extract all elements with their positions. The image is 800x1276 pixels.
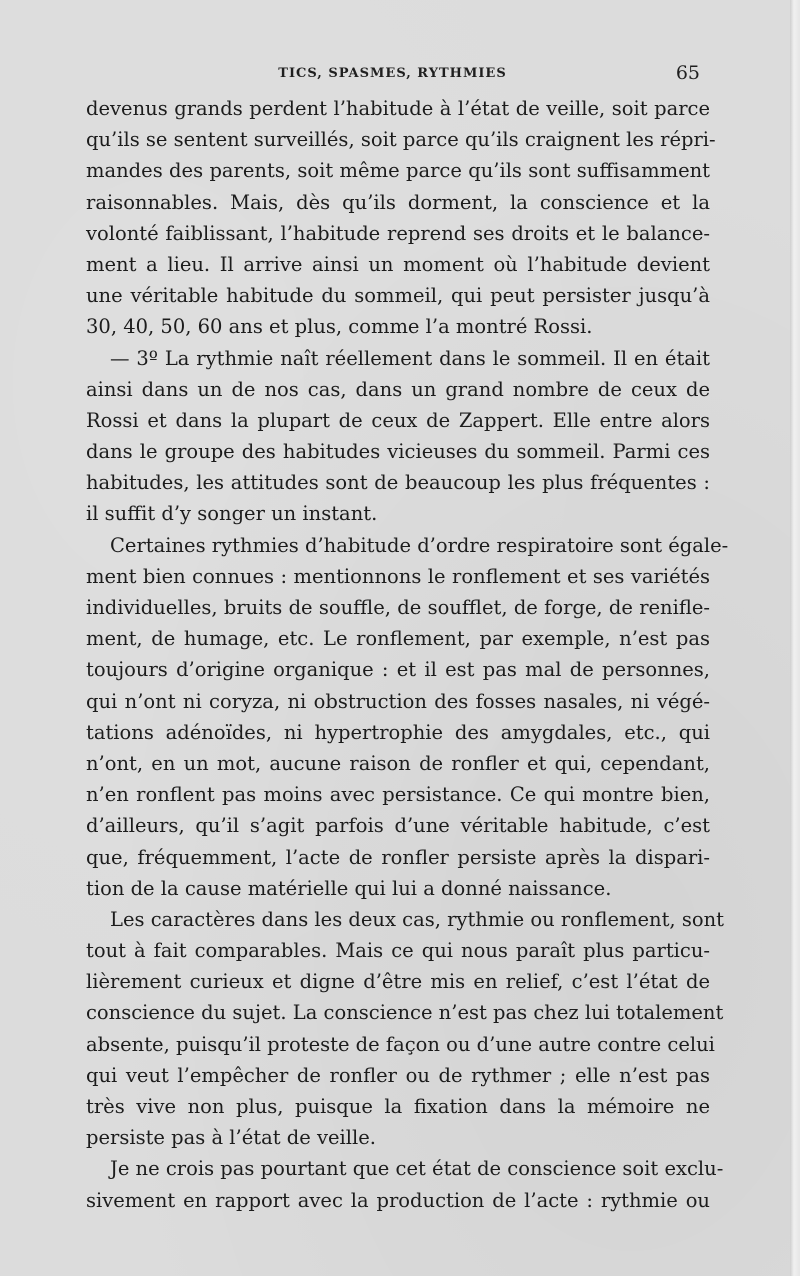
running-title: TICS, SPASMES, RYTHMIES [278,66,507,81]
text-line: individuelles, bruits de souffle, de soufflet, de forge, de renifle- [86,596,710,619]
text-line: Certaines rythmies d’habitude d’ordre respiratoire sont égale- [110,533,729,557]
text-line: raisonnables. Mais, dès qu’ils dorment, la conscience et la [86,190,710,214]
text-line: qui n’ont ni coryza, ni obstruction des fosses nasales, ni végé- [86,689,710,713]
text-line: ment bien connues : mentionnons le ronflement et ses variétés [86,564,710,588]
text-line: mandes des parents, soit même parce qu’ils sont suffisamment [86,159,710,183]
text-line: — 3º La rythmie naît réellement dans le sommeil. Il en était [110,346,710,370]
text-line: très vive non plus, puisque la fixation dans la mémoire ne [86,1095,710,1118]
running-head [85,62,700,86]
text-line: conscience du sujet. La conscience n’est pas chez lui totalement [86,1001,724,1025]
text-line: n’en ronflent pas moins avec persistance. Ce qui montre bien, [86,783,710,807]
text-line: sivement en rapport avec la production de l’acte : rythmie ou [86,1188,710,1212]
text-line: habitudes, les attitudes sont de beaucoup les plus fréquentes : [86,471,710,495]
text-line: ment a lieu. Il arrive ainsi un moment où l’habitude devient [86,252,710,276]
text-line: d’ailleurs, qu’il s’agit parfois d’une véritable habitude, c’est [86,814,710,838]
text-line: dans le groupe des habitudes vicieuses du sommeil. Parmi ces [86,440,710,464]
text-line: ainsi dans un de nos cas, dans un grand nombre de ceux de [86,377,710,401]
text-line: 30, 40, 50, 60 ans et plus, comme l’a montré Rossi. [86,315,593,339]
text-line: ment, de humage, etc. Le ronflement, par exemple, n’est pas [86,627,710,651]
text-line: qu’ils se sentent surveillés, soit parce qu’ils craignent les répri- [86,128,716,152]
text-line: Rossi et dans la plupart de ceux de Zappert. Elle entre alors [86,408,710,432]
text-line: n’ont, en un mot, aucune raison de ronfler et qui, cependant, [86,751,710,775]
text-line: qui veut l’empêcher de ronfler ou de rythmer ; elle n’est pas [86,1063,710,1087]
text-line: il suffit d’y songer un instant. [86,502,378,526]
text-line: toujours d’origine organique : et il est pas mal de personnes, [86,658,710,682]
text-line: volonté faiblissant, l’habitude reprend ses droits et le balance- [86,221,710,245]
text-line: devenus grands perdent l’habitude à l’état de veille, soit parce [86,97,710,120]
text-line: Je ne crois pas pourtant que cet état de conscience soit exclu- [110,1157,724,1181]
text-line: une véritable habitude du sommeil, qui peut persister jusqu’à [86,284,710,308]
text-line: que, fréquemment, l’acte de ronfler persiste après la dispari- [86,845,710,869]
text-line: tout à fait comparables. Mais ce qui nous paraît plus particu- [86,939,710,963]
text-line: tations adénoïdes, ni hypertrophie des amygdales, etc., qui [86,720,710,744]
page-edge [790,0,800,1276]
text-line: lièrement curieux et digne d’être mis en relief, c’est l’état de [86,970,710,994]
text-line: absente, puisqu’il proteste de façon ou d’une autre contre celui [86,1032,715,1056]
text-line: tion de la cause matérielle qui lui a donné naissance. [86,876,612,900]
page-number: 65 [675,62,700,84]
text-line: Les caractères dans les deux cas, rythmie ou ronflement, sont [110,907,724,931]
text-line: persiste pas à l’état de veille. [86,1126,377,1150]
body-text [86,93,729,1216]
